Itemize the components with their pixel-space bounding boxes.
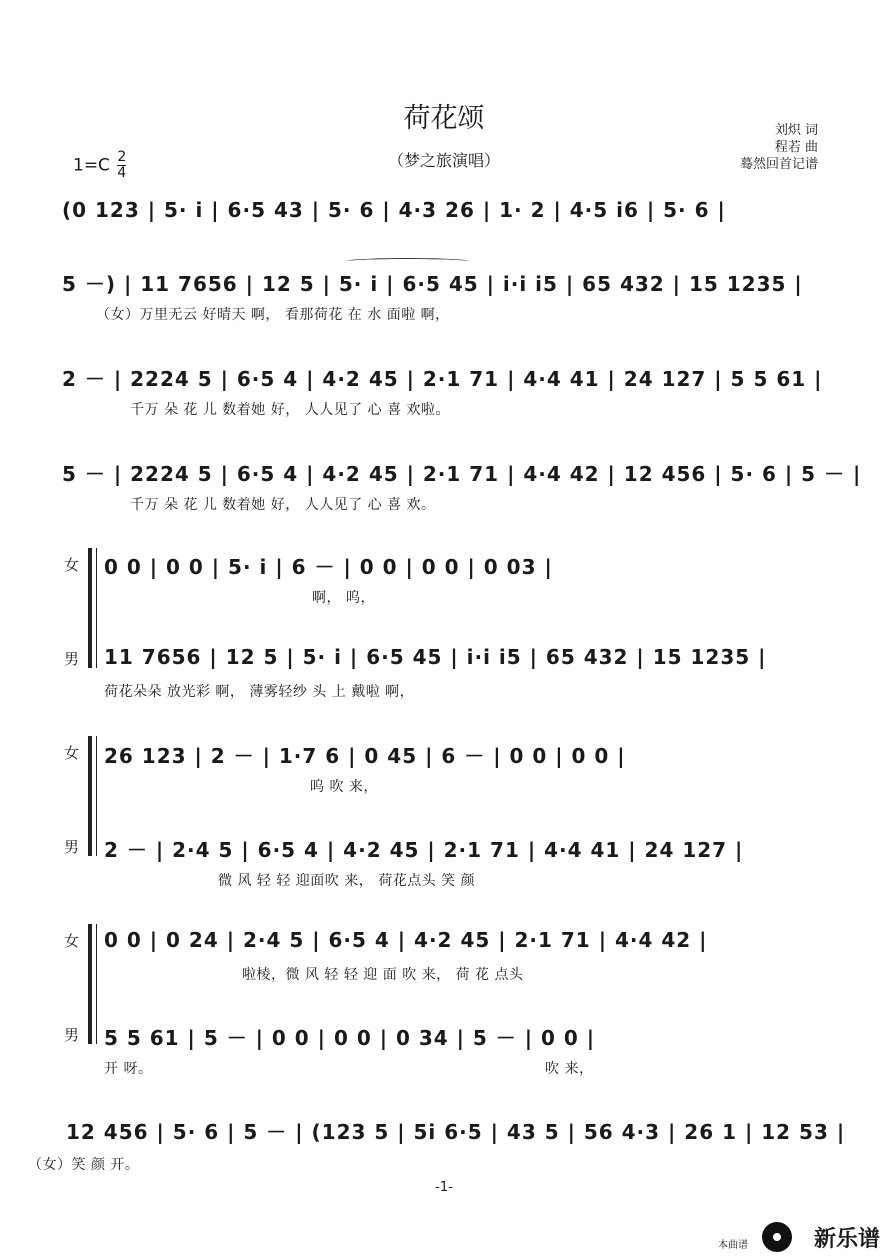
female-notation-2: 26 123 | 2 － | 1·7 6 | 0 45 | 6 － | 0 0 | 0 0 | <box>104 744 626 768</box>
female-lyrics-2: 呜 吹 来， <box>310 779 378 795</box>
notation-line-4: 5 － | 2224 5 | 6·5 4 | 4·2 45 | 2·1 71 | 4·4 42 | 12 456 | 5· 6 | 5 － | <box>62 462 862 486</box>
system-brace <box>88 548 92 668</box>
male-part-label: 男 <box>64 838 80 856</box>
female-notation-1: 0 0 | 0 0 | 5· i | 6 － | 0 0 | 0 0 | 0 03 | <box>104 555 553 579</box>
notation-line-2: 5 －) | 11 7656 | 12 5 | 5· i | 6·5 45 | i·i i5 | 65 432 | 15 1235 | <box>62 272 803 296</box>
slur <box>345 258 470 265</box>
page-number: -1- <box>435 1180 453 1195</box>
notation-line-3: 2 － | 2224 5 | 6·5 4 | 4·2 45 | 2·1 71 | 4·4 41 | 24 127 | 5 5 61 | <box>62 367 823 391</box>
composer-credit: 程若 曲 <box>774 140 818 155</box>
song-title: 荷花颂 <box>403 103 485 134</box>
female-part-label: 女 <box>64 556 80 574</box>
time-signature <box>117 150 126 181</box>
key-signature <box>73 150 126 181</box>
lyrics-line-4: 千万 朵 花 儿 数着她 好， 人人见了 心 喜 欢。 <box>130 497 436 513</box>
footer-caption: 本曲谱 <box>718 1240 748 1251</box>
system-brace-inner <box>96 924 97 1044</box>
notation-line-1: (0 123 | 5· i | 6·5 43 | 5· 6 | 4·3 26 | 1· 2 | 4·5 i6 | 5· 6 | <box>62 198 726 222</box>
male-notation-3: 5 5 61 | 5 － | 0 0 | 0 0 | 0 34 | 5 － | 0 0 | <box>104 1026 596 1050</box>
female-part-label: 女 <box>64 932 80 950</box>
time-top: 2 <box>117 149 127 165</box>
male-notation-1: 11 7656 | 12 5 | 5· i | 6·5 45 | i·i i5 | 65 432 | 15 1235 | <box>104 645 767 669</box>
notation-line-5: 12 456 | 5· 6 | 5 － | (123 5 | 5i 6·5 | 43 5 | 56 4·3 | 26 1 | 12 53 | <box>66 1120 846 1144</box>
female-part-label: 女 <box>64 744 80 762</box>
system-brace-inner <box>96 548 97 668</box>
transcriber-credit: 蓦然回首记谱 <box>739 157 818 172</box>
female-lyrics-3: 啦棱，微 风 轻 轻 迎 面 吹 来， 荷 花 点头 <box>242 967 524 983</box>
female-notation-3: 0 0 | 0 24 | 2·4 5 | 6·5 4 | 4·2 45 | 2·1 71 | 4·4 42 | <box>104 928 708 952</box>
male-lyrics-2: 微 风 轻 轻 迎面吹 来， 荷花点头 笑 颜 <box>218 873 476 889</box>
female-lyrics-1: 啊， 呜， <box>312 590 375 606</box>
performer-subtitle: （梦之旅演唱） <box>387 151 500 170</box>
system-brace-inner <box>96 736 97 856</box>
lyrics-line-3: 千万 朵 花 儿 数着她 好， 人人见了 心 喜 欢啦。 <box>130 402 451 418</box>
lyrics-line-5: （女）笑 颜 开。 <box>28 1157 140 1173</box>
time-bottom: 4 <box>117 165 127 181</box>
system-brace <box>88 924 92 1044</box>
male-part-label: 男 <box>64 1026 80 1044</box>
lyrics-line-2: （女）万里无云 好晴天 啊， 看那荷花 在 水 面啦 啊， <box>96 307 450 323</box>
male-lyrics-3-right: 吹 来， <box>545 1061 594 1077</box>
brand-logo: 新乐谱 <box>813 1227 880 1252</box>
male-notation-2: 2 － | 2·4 5 | 6·5 4 | 4·2 45 | 2·1 71 | 4·4 41 | 24 127 | <box>104 838 744 862</box>
key-label: 1=C <box>73 155 110 176</box>
male-part-label: 男 <box>64 650 80 668</box>
lyricist-credit: 刘炽 词 <box>774 123 818 138</box>
system-brace <box>88 736 92 856</box>
brand-disc-icon <box>762 1222 792 1252</box>
male-lyrics-3-left: 开 呀。 <box>104 1061 153 1077</box>
male-lyrics-1: 荷花朵朵 放光彩 啊， 薄雾轻纱 头 上 戴啦 啊， <box>104 684 415 700</box>
